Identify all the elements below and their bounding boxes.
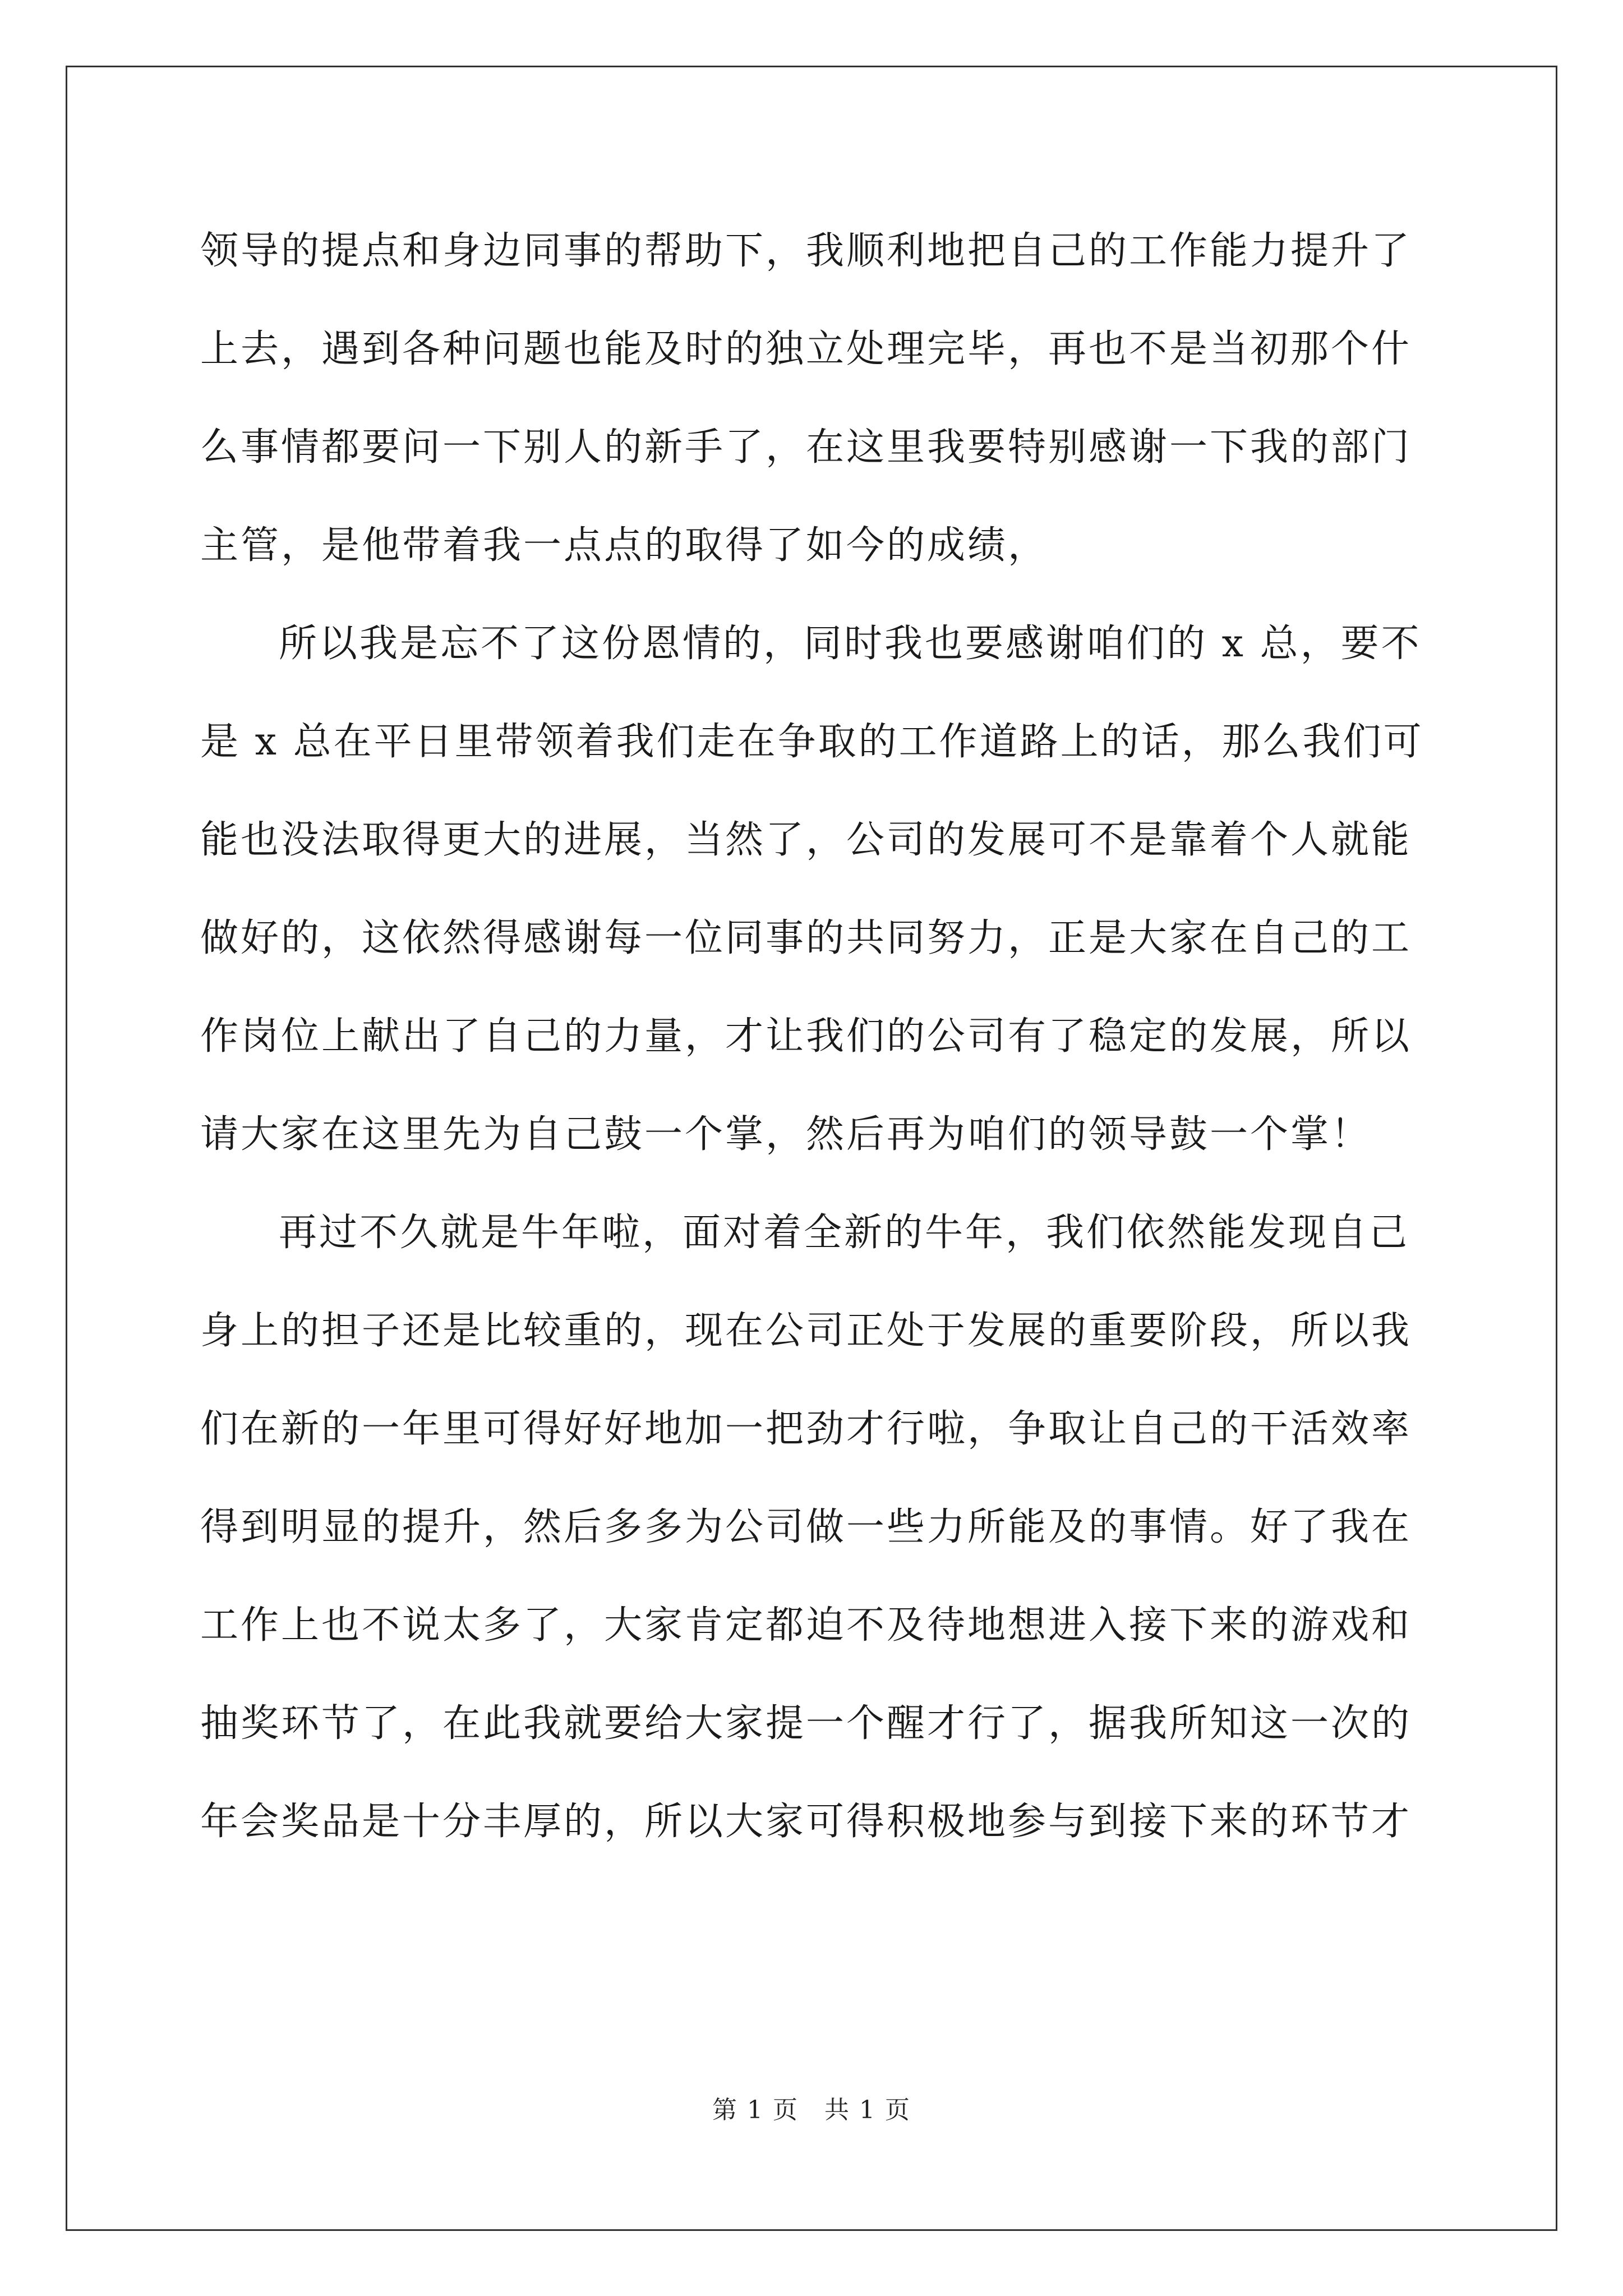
text-line: 得到明显的提升，然后多多为公司做一些力所能及的事情。好了我在 [200,1505,1412,1549]
page-number-footer: 第 1 页 共 1 页 [712,2096,911,2124]
text-line: 做好的，这依然得感谢每一位同事的共同努力，正是大家在自己的工 [200,916,1412,960]
text-line: 们在新的一年里可得好好地加一把劲才行啦，争取让自己的干活效率 [200,1407,1412,1451]
text-line: 所以我是忘不了这份恩情的，同时我也要感谢咱们的 x 总，要不 [279,622,1422,666]
text-line: 上去，遇到各种问题也能及时的独立处理完毕，再也不是当初那个什 [200,327,1412,371]
text-line: 抽奖环节了，在此我就要给大家提一个醒才行了，据我所知这一次的 [200,1701,1412,1746]
text-line: 请大家在这里先为自己鼓一个掌，然后再为咱们的领导鼓一个掌！ [200,1112,1372,1157]
text-line: 领导的提点和身边同事的帮助下，我顺利地把自己的工作能力提升了 [200,229,1412,273]
text-line: 再过不久就是牛年啦，面对着全新的牛年，我们依然能发现自己 [279,1211,1410,1255]
text-line: 年会奖品是十分丰厚的，所以大家可得积极地参与到接下来的环节才 [200,1800,1412,1844]
text-line: 能也没法取得更大的进展，当然了，公司的发展可不是靠着个人就能 [200,818,1412,862]
document-body [200,202,1423,1871]
text-line: 主管，是他带着我一点点的取得了如今的成绩， [200,523,1049,568]
text-line: 么事情都要问一下别人的新手了，在这里我要特别感谢一下我的部门 [200,425,1412,470]
text-line: 工作上也不说太多了，大家肯定都迫不及待地想进入接下来的游戏和 [200,1603,1412,1648]
text-line: 身上的担子还是比较重的，现在公司正处于发展的重要阶段，所以我 [200,1309,1412,1353]
text-line: 是 x 总在平日里带领着我们走在争取的工作道路上的话，那么我们可 [200,720,1424,764]
text-line: 作岗位上献出了自己的力量，才让我们的公司有了稳定的发展，所以 [200,1014,1412,1059]
